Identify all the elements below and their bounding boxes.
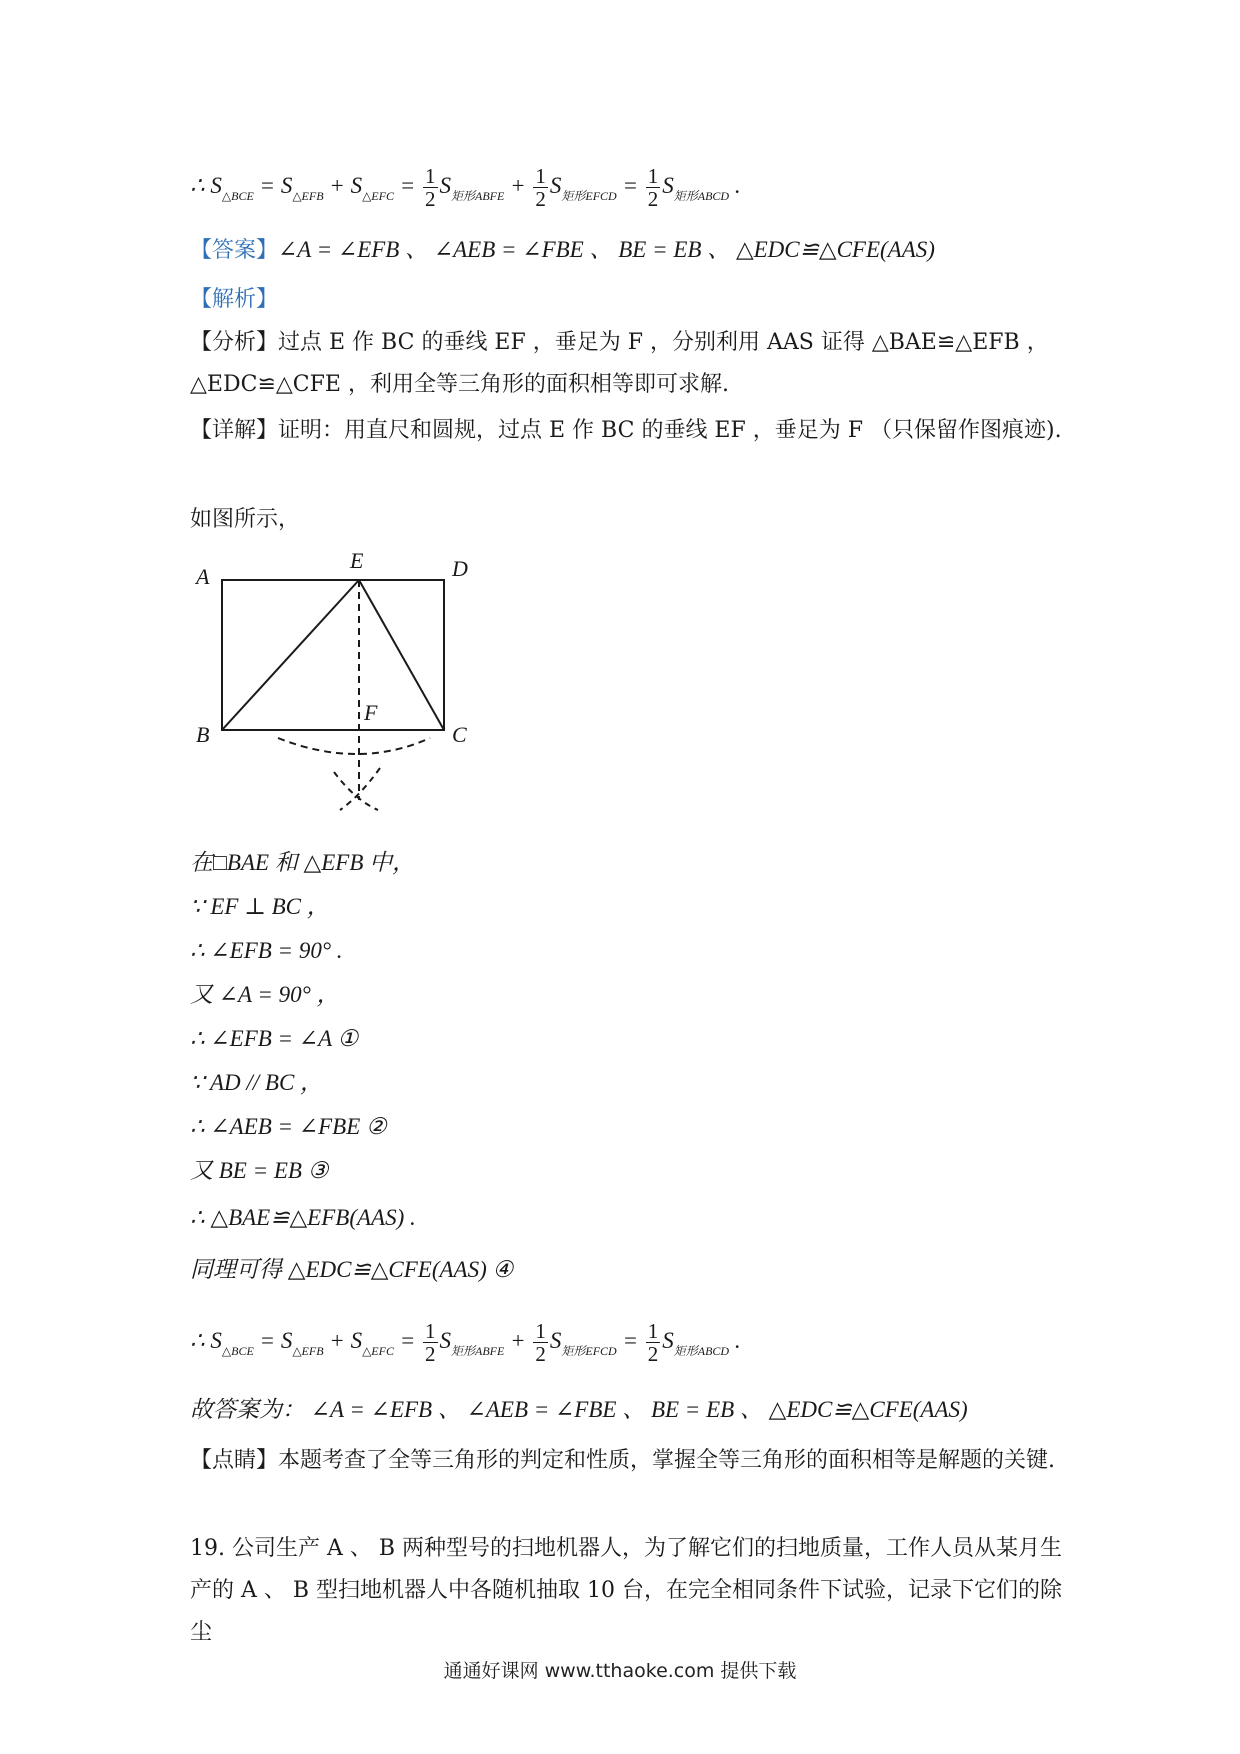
formula-text: + S xyxy=(323,1327,363,1353)
formula-sub: 矩形ABCD xyxy=(673,1343,730,1358)
label-c: C xyxy=(452,722,467,747)
formula-text: = xyxy=(616,1327,644,1353)
proof-step-1: 在□BAE 和 △EFB 中， xyxy=(190,850,416,875)
rutu-line: 如图所示， xyxy=(190,507,301,532)
frac-den: 2 xyxy=(647,1342,659,1366)
area-formula-top: ∴ $S_{\triangle BCE} = S_{\triangle EFB} + S_{\triangle EFC}$ = $\frac{1}{2}$ $S_{矩形ABFE}$ + $\frac{1}{2}$ $S_{矩形EFCD}$ = $\frac{1}{2}$ $S_{矩形ABCD}$ . xyxy=(190,164,741,211)
label-b: B xyxy=(196,722,210,747)
frac-num: 1 xyxy=(535,1319,546,1343)
label-e: E xyxy=(350,548,364,573)
fenxi-paragraph: 【分析】过点 E 作 BC 的垂线 EF ，垂足为 F ，分别利用 AAS 证得 △BAE≌△EFB ，△EDC≌△CFE ，利用全等三角形的面积相等即可求解. xyxy=(190,330,1049,397)
answer-body: ∠A = ∠EFB 、 ∠AEB = ∠FBE 、 BE = EB 、 △EDC≌△CFE(AAS) xyxy=(278,237,935,262)
proof-step-2: ∵ EF ⊥ BC ， xyxy=(190,894,330,919)
frac-num: 1 xyxy=(535,164,546,188)
formula-sub: △EFB xyxy=(292,1343,324,1358)
proof-step-7: ∴ ∠AEB = ∠FBE ② xyxy=(190,1114,387,1139)
label-a: A xyxy=(196,564,210,589)
construction-arc xyxy=(334,772,378,810)
frac-num: 1 xyxy=(425,164,436,188)
formula-text: ∴ S xyxy=(190,1327,222,1353)
rectangle-abcd xyxy=(222,580,444,730)
segment-be xyxy=(222,580,359,730)
formula-text: = xyxy=(393,172,422,198)
proof-step-3: ∴ ∠EFB = 90° . xyxy=(190,938,343,963)
proof-step-6: ∵ AD // BC ， xyxy=(190,1070,324,1095)
formula-sub: 矩形EFCD xyxy=(561,188,617,203)
label-d: D xyxy=(452,556,468,581)
analysis-tag: 【解析】 xyxy=(190,287,279,312)
proof-step-9: ∴ △BAE≌△EFB(AAS) . xyxy=(190,1205,416,1230)
label-f: F xyxy=(364,700,378,725)
proof-step-8: 又 BE = EB ③ xyxy=(190,1158,329,1183)
formula-text: = xyxy=(616,172,644,198)
formula-text: = xyxy=(393,1327,422,1353)
dianjing-paragraph: 【点睛】本题考查了全等三角形的判定和性质，掌握全等三角形的面积相等是解题的关键. xyxy=(190,1448,1055,1473)
formula-sub: △EFC xyxy=(362,1343,394,1358)
final-answer-line: 故答案为： ∠A = ∠EFB 、 ∠AEB = ∠FBE 、 BE = EB 、 △EDC≌△CFE(AAS) xyxy=(190,1397,968,1422)
proof-step-4: 又 ∠A = 90° ， xyxy=(190,982,340,1007)
area-formula-bottom: ∴ $S_{\triangle BCE} = S_{\triangle EFB} + S_{\triangle EFC}$ = $\frac{1}{2}$ $S_{矩形ABFE}$ + $\frac{1}{2}$ $S_{矩形EFCD}$ = $\frac{1}{2}$ $S_{矩形ABCD}$ . xyxy=(190,1319,741,1366)
fraction xyxy=(646,165,661,210)
rectangle-diagram xyxy=(190,548,480,813)
proof-step-5: ∴ ∠EFB = ∠A ① xyxy=(190,1026,359,1051)
fraction xyxy=(423,1320,438,1365)
fraction xyxy=(533,1320,548,1365)
formula-text: = S xyxy=(253,1327,293,1353)
formula-text: . xyxy=(729,172,741,198)
question-19: 19. 公司生产 A 、 B 两种型号的扫地机器人，为了解它们的扫地质量，工作人员从某月生产的 A 、 B 型扫地机器人中各随机抽取 10 台，在完全相同条件下试验，记录下它们的除尘 xyxy=(190,1536,1063,1645)
formula-text: = S xyxy=(253,172,293,198)
answer-tag: 【答案】 xyxy=(190,238,279,263)
construction-arc xyxy=(278,738,430,754)
answer-line xyxy=(190,235,935,266)
formula-sub: △BCE xyxy=(221,188,254,203)
formula-sub: △BCE xyxy=(221,1343,254,1358)
formula-sub: 矩形ABFE xyxy=(451,188,505,203)
formula-text: + xyxy=(504,172,532,198)
frac-num: 1 xyxy=(647,164,659,188)
formula-sub: 矩形EFCD xyxy=(561,1343,617,1358)
formula-sub: △EFC xyxy=(362,188,394,203)
frac-den: 2 xyxy=(425,187,436,211)
formula-text: ∴ S xyxy=(190,172,222,198)
fraction xyxy=(646,1320,661,1365)
frac-num: 1 xyxy=(647,1319,659,1343)
proof-step-10: 同理可得 △EDC≌△CFE(AAS) ④ xyxy=(190,1257,514,1282)
frac-num: 1 xyxy=(425,1319,436,1343)
formula-sub: 矩形ABCD xyxy=(673,188,730,203)
formula-text: + S xyxy=(323,172,363,198)
fraction xyxy=(533,165,548,210)
xiangjie-paragraph: 【详解】证明：用直尺和圆规，过点 E 作 BC 的垂线 EF ，垂足为 F （只保留作图痕迹). xyxy=(190,418,1062,443)
fraction xyxy=(423,165,438,210)
frac-den: 2 xyxy=(535,1342,546,1366)
formula-sub: 矩形ABFE xyxy=(451,1343,505,1358)
frac-den: 2 xyxy=(535,187,546,211)
frac-den: 2 xyxy=(425,1342,436,1366)
formula-text: + xyxy=(504,1327,532,1353)
formula-text: . xyxy=(729,1327,741,1353)
frac-den: 2 xyxy=(647,187,659,211)
page-footer: 通通好课网 www.tthaoke.com 提供下载 xyxy=(443,1660,797,1682)
formula-sub: △EFB xyxy=(292,188,324,203)
